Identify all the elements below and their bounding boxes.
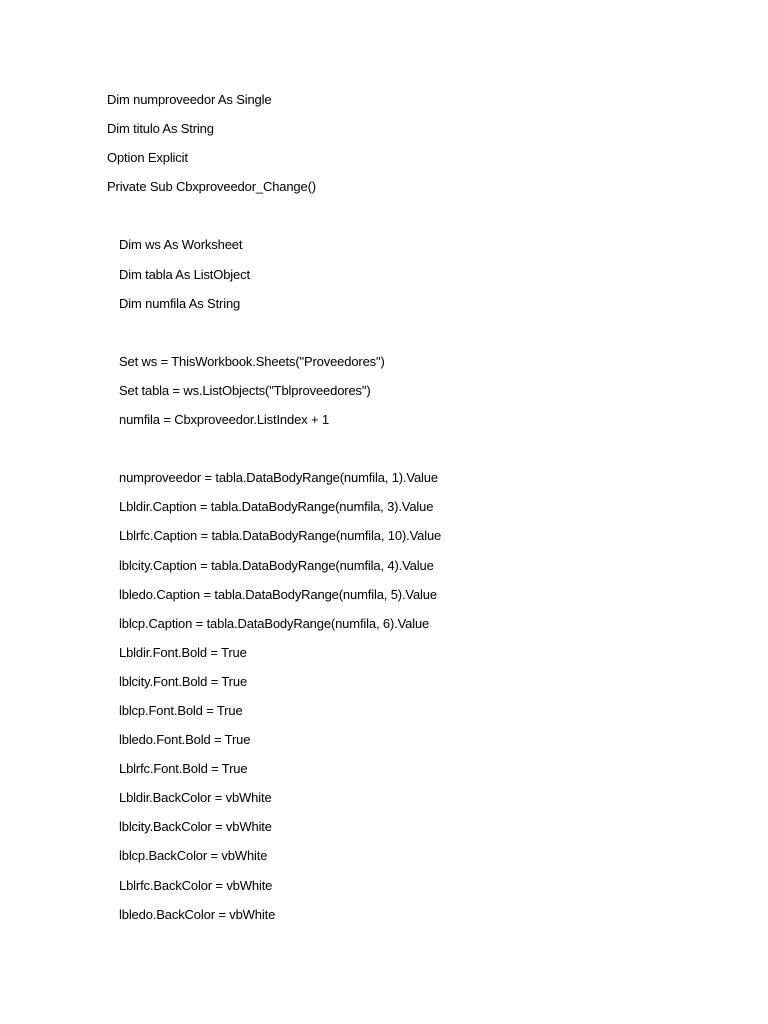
code-line: Lbldir.BackColor = vbWhite bbox=[119, 790, 272, 806]
code-line: lblcp.Caption = tabla.DataBodyRange(numfila, 6).Value bbox=[119, 615, 430, 631]
code-line: Lbldir.Font.Bold = True bbox=[119, 644, 247, 660]
code-line: Set tabla = ws.ListObjects("Tblproveedores") bbox=[119, 382, 371, 398]
blank-line bbox=[107, 439, 747, 468]
code-line: Option Explicit bbox=[107, 150, 188, 166]
code-line: lbledo.Caption = tabla.DataBodyRange(numfila, 5).Value bbox=[119, 586, 437, 602]
code-line: Private Sub Cbxproveedor_Change() bbox=[107, 179, 316, 195]
code-line: lblcity.Font.Bold = True bbox=[119, 673, 248, 689]
blank-line bbox=[107, 323, 747, 352]
code-line: Lblrfc.Font.Bold = True bbox=[119, 761, 248, 777]
code-line: Lblrfc.BackColor = vbWhite bbox=[119, 877, 273, 893]
code-line: Dim tabla As ListObject bbox=[119, 266, 250, 282]
code-line: lbledo.BackColor = vbWhite bbox=[119, 906, 276, 922]
code-line: numfila = Cbxproveedor.ListIndex + 1 bbox=[119, 412, 329, 428]
code-line: Lbldir.Caption = tabla.DataBodyRange(numfila, 3).Value bbox=[119, 499, 434, 515]
code-line: lblcity.BackColor = vbWhite bbox=[119, 819, 272, 835]
blank-line bbox=[107, 206, 747, 235]
code-line: Dim numfila As String bbox=[119, 295, 241, 311]
code-line: Dim ws As Worksheet bbox=[119, 237, 243, 253]
code-line: lblcp.BackColor = vbWhite bbox=[119, 848, 268, 864]
code-line: lblcity.Caption = tabla.DataBodyRange(numfila, 4).Value bbox=[119, 557, 434, 573]
code-line: lblcp.Font.Bold = True bbox=[119, 702, 243, 718]
code-line: Lblrfc.Caption = tabla.DataBodyRange(numfila, 10).Value bbox=[119, 528, 442, 544]
code-line: lbledo.Font.Bold = True bbox=[119, 732, 251, 748]
code-listing bbox=[107, 90, 747, 934]
code-line: Dim numproveedor As Single bbox=[107, 92, 272, 107]
code-line: Dim titulo As String bbox=[107, 121, 214, 137]
code-line: Set ws = ThisWorkbook.Sheets("Proveedores") bbox=[119, 353, 385, 369]
code-line: numproveedor = tabla.DataBodyRange(numfila, 1).Value bbox=[119, 470, 438, 486]
